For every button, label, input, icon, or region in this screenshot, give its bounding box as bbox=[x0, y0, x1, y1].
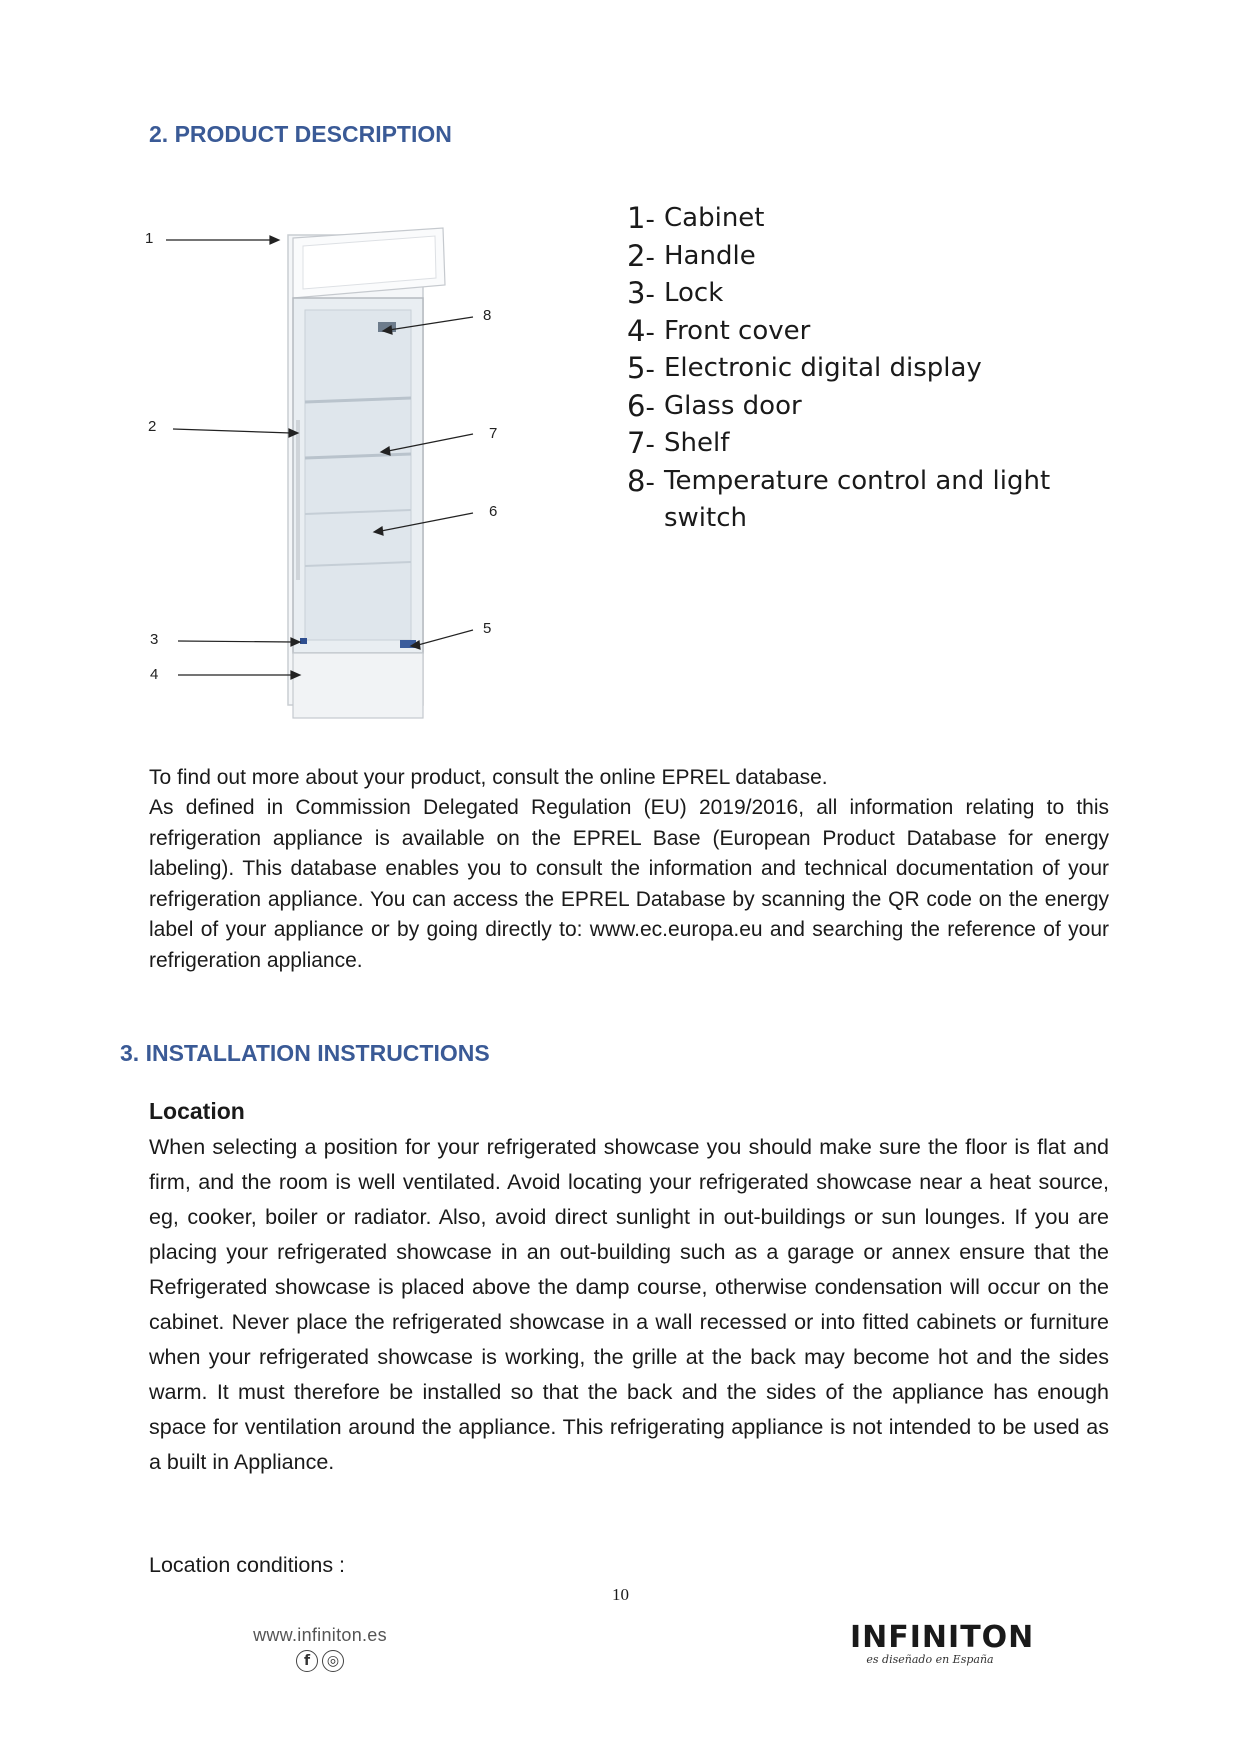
part-item bbox=[627, 313, 1167, 351]
page-number: 10 bbox=[612, 1585, 629, 1604]
product-figure bbox=[143, 190, 563, 750]
brand-logo-block bbox=[850, 1620, 1035, 1666]
part-item bbox=[627, 350, 1167, 388]
brand-logo: INFINITON bbox=[850, 1620, 1035, 1655]
refrigerated-showcase-illustration bbox=[143, 190, 563, 750]
social-icons bbox=[240, 1650, 400, 1672]
location-body-text: When selecting a position for your refrigerated showcase you should make sure the floor is flat and firm, and the room is well ventilated. Avoid locating your refrigerated showcase near a heat source, eg, cooker, boiler or radiator. Also, avoid direct sunlight in out-buildings or sun lounges. If you are placing your refrigerated showcase in an out-building such as a garage or annex ensure that the Refrigerated showcase is placed above the damp course, otherwise condensation will occur on the cabinet. Never place the refrigerated showcase in a wall recessed or into fitted cabinets or furniture when your refrigerated showcase is working, the grille at the back may become hot and the sides warm. It must therefore be installed so that the back and the sides of the appliance has enough space for ventilation around the appliance. This refrigerating appliance is not intended to be used as a built in Appliance. bbox=[149, 1135, 1109, 1474]
part-item bbox=[627, 238, 1167, 276]
part-number: 5 - bbox=[627, 350, 655, 390]
part-number: 6 - bbox=[627, 388, 655, 428]
facebook-icon[interactable]: f bbox=[296, 1650, 318, 1672]
part-label: Handle bbox=[664, 240, 756, 271]
part-label: Front cover bbox=[664, 315, 811, 346]
part-item bbox=[627, 200, 1167, 238]
part-number: 4 - bbox=[627, 313, 655, 353]
callout-7: 7 bbox=[489, 425, 498, 442]
part-number: 2 - bbox=[627, 238, 655, 278]
location-subheading: Location bbox=[149, 1098, 245, 1124]
part-item bbox=[627, 275, 1167, 313]
section-2-heading: 2. PRODUCT DESCRIPTION bbox=[149, 121, 452, 147]
instagram-icon[interactable]: ◎ bbox=[322, 1650, 344, 1672]
eprel-lead-text: To find out more about your product, consult the online EPREL database. bbox=[149, 766, 828, 789]
part-number: 8 - bbox=[627, 463, 655, 503]
part-label: Electronic digital display bbox=[664, 353, 982, 383]
part-label: Shelf bbox=[664, 428, 730, 458]
eprel-body-text: As defined in Commission Delegated Regulation (EU) 2019/2016, all information relating to this refrigeration appliance is available on the EPREL Base (European Product Database for energy labeling). This database enables you to consult the information and technical documentation of your refrigeration appliance. You can access the EPREL Database by scanning the QR code on the energy label of your appliance or by going directly to: www.ec.europa.eu and searching the reference of your refrigeration appliance. bbox=[149, 796, 1109, 972]
brand-tagline: es diseñado en España bbox=[866, 1653, 994, 1666]
footer-contact bbox=[240, 1625, 400, 1672]
part-item bbox=[627, 425, 1167, 463]
callout-6: 6 bbox=[489, 503, 498, 520]
callout-5: 5 bbox=[483, 620, 492, 637]
location-conditions-label: Location conditions : bbox=[149, 1553, 346, 1577]
part-number: 3 - bbox=[627, 275, 655, 315]
part-label: Cabinet bbox=[664, 203, 765, 233]
callout-3: 3 bbox=[150, 631, 159, 648]
part-item bbox=[627, 388, 1167, 426]
part-number: 1 - bbox=[627, 200, 655, 240]
part-label: Glass door bbox=[664, 390, 802, 421]
part-item bbox=[627, 463, 1084, 538]
callout-4: 4 bbox=[150, 666, 159, 683]
part-label: Temperature control and light switch bbox=[664, 465, 1051, 533]
part-label: Lock bbox=[664, 278, 724, 308]
callout-2: 2 bbox=[148, 418, 157, 435]
section-3-heading: 3. INSTALLATION INSTRUCTIONS bbox=[120, 1040, 490, 1066]
callout-1: 1 bbox=[145, 230, 154, 247]
part-number: 7 - bbox=[627, 425, 655, 465]
callout-8: 8 bbox=[483, 307, 492, 324]
website-link[interactable]: www.infiniton.es bbox=[253, 1625, 387, 1645]
parts-list bbox=[627, 200, 1167, 538]
